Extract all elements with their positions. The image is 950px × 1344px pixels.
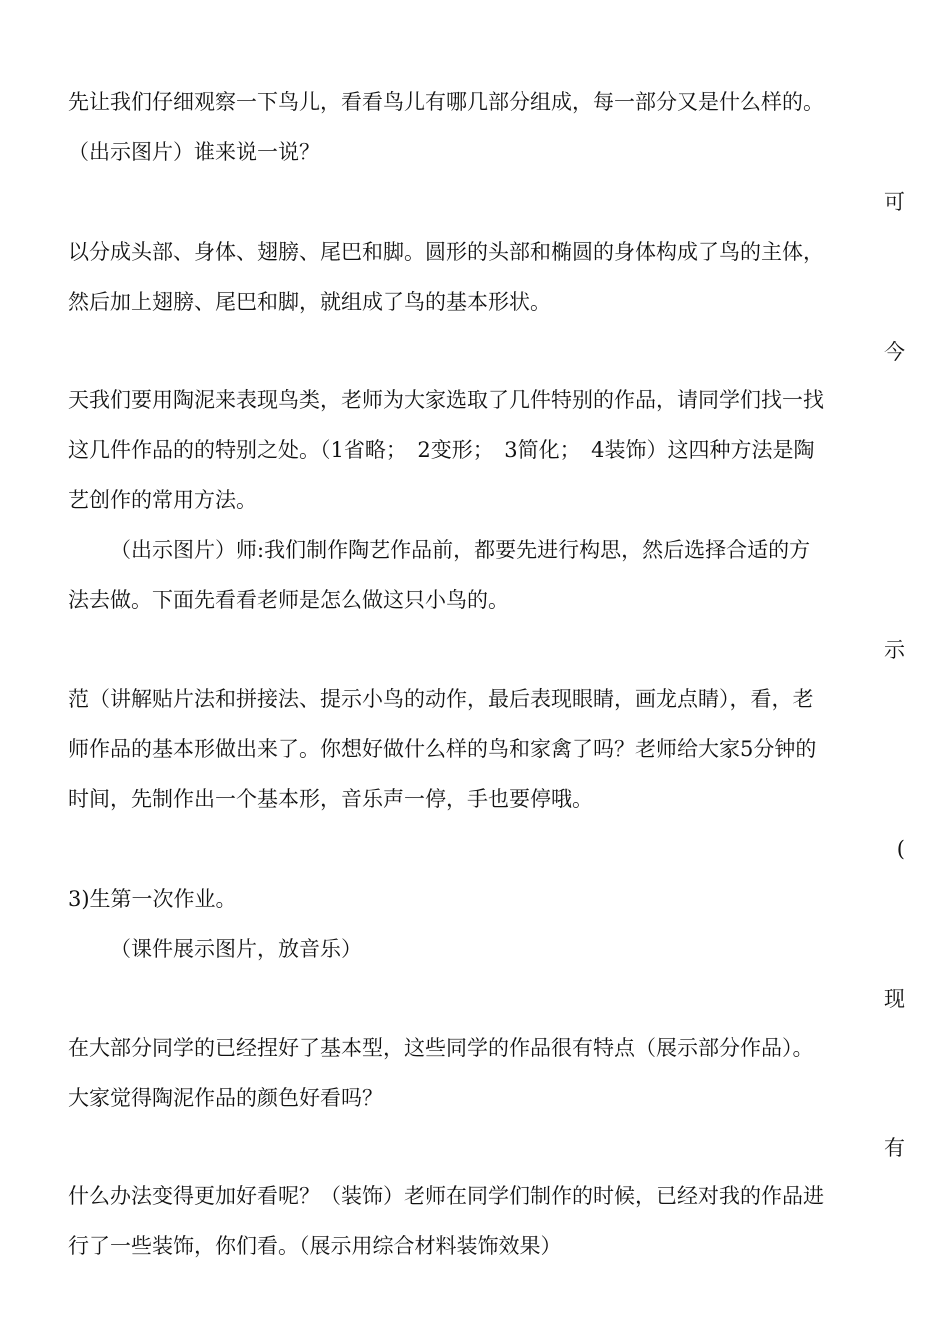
text-line-16: (	[896, 837, 905, 861]
text-line-5: 然后加上翅膀、尾巴和脚，就组成了鸟的基本形状。	[68, 290, 551, 314]
text-line-6: 今	[884, 340, 905, 364]
text-line-13: 范（讲解贴片法和拼接法、提示小鸟的动作，最后表现眼睛，画龙点睛），看，老	[68, 687, 814, 711]
text-line-12: 示	[884, 638, 905, 662]
text-line-3: 可	[884, 190, 905, 214]
text-line-18: （课件展示图片，放音乐）	[110, 937, 362, 961]
text-line-17: 3)生第一次作业。	[68, 887, 237, 911]
text-line-11: 法去做。下面先看看老师是怎么做这只小鸟的。	[68, 588, 509, 612]
text-line-14: 师作品的基本形做出来了。你想好做什么样的鸟和家禽了吗？老师给大家5分钟的	[68, 737, 817, 761]
text-line-24: 行了一些装饰，你们看。（展示用综合材料装饰效果）	[68, 1234, 562, 1258]
text-line-9: 艺创作的常用方法。	[68, 488, 257, 512]
text-line-1: 先让我们仔细观察一下鸟儿，看看鸟儿有哪几部分组成，每一部分又是什么样的。	[68, 90, 824, 114]
text-line-2: （出示图片）谁来说一说？	[68, 140, 320, 164]
text-line-4: 以分成头部、身体、翅膀、尾巴和脚。圆形的头部和椭圆的身体构成了鸟的主体，	[68, 240, 824, 264]
text-line-19: 现	[884, 987, 905, 1011]
text-line-7: 天我们要用陶泥来表现鸟类，老师为大家选取了几件特别的作品，请同学们找一找	[68, 388, 824, 412]
text-line-8: 这几件作品的的特别之处。（1省略； 2变形； 3简化； 4装饰）这四种方法是陶	[68, 438, 815, 462]
text-line-21: 大家觉得陶泥作品的颜色好看吗？	[68, 1086, 383, 1110]
text-line-22: 有	[884, 1136, 905, 1160]
text-line-23: 什么办法变得更加好看呢？（装饰）老师在同学们制作的时候，已经对我的作品进	[68, 1184, 824, 1208]
text-line-10: （出示图片）师:我们制作陶艺作品前，都要先进行构思，然后选择合适的方	[110, 538, 811, 562]
text-line-15: 时间，先制作出一个基本形，音乐声一停，手也要停哦。	[68, 787, 593, 811]
text-line-20: 在大部分同学的已经捏好了基本型，这些同学的作品很有特点（展示部分作品）。	[68, 1036, 814, 1060]
